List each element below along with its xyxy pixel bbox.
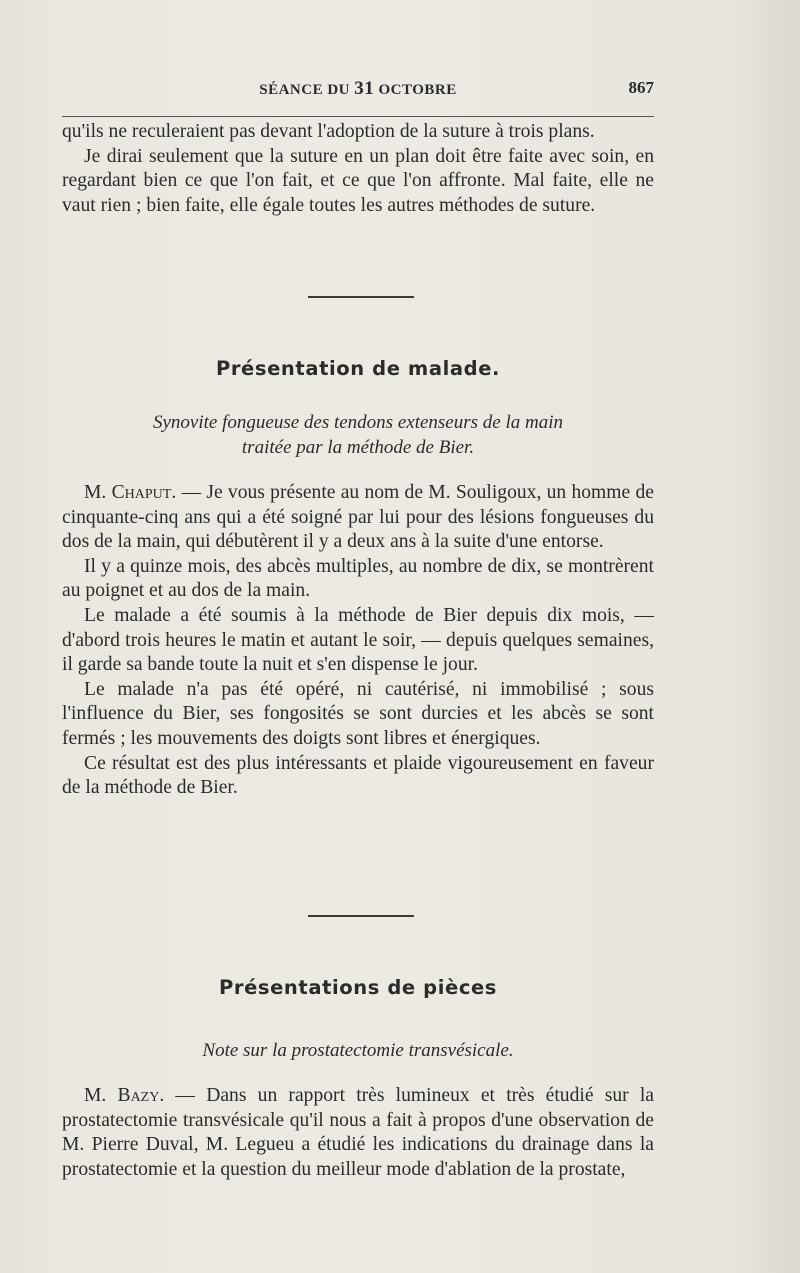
- paragraph: qu'ils ne reculeraient pas devant l'adoption de la suture à trois plans.: [62, 121, 595, 142]
- running-title-number: 31: [354, 78, 375, 99]
- paragraph: Le malade a été soumis à la méthode de Bier depuis dix mois, — d'abord trois heures le matin et autant le soir, — depuis quelques semaines, il garde sa bande toute la nuit et s'en dispense le jour.: [62, 604, 654, 676]
- paragraph: [62, 481, 654, 555]
- section-divider: [308, 915, 414, 917]
- running-title-post: OCTOBRE: [374, 82, 457, 98]
- running-title-pre: SÉANCE DU: [259, 82, 355, 98]
- section-title: Présentations de pièces: [218, 976, 498, 999]
- paragraph: [62, 1084, 654, 1182]
- speaker-name: M. Chaput.: [84, 482, 177, 503]
- section-subtitle: [62, 410, 654, 460]
- running-head: [62, 78, 654, 100]
- section-body: [62, 481, 654, 801]
- section-title: Présentation de malade.: [215, 357, 501, 380]
- continuation-text: [62, 120, 654, 218]
- header-rule: [62, 116, 654, 117]
- paragraph: Je dirai seulement que la suture en un plan doit être faite avec soin, en regardant bien ce que l'on fait, et ce que l'on affronte. Mal faite, elle ne vaut rien ; bien faite, elle égale toutes les autres méthodes de suture.: [62, 145, 654, 216]
- paragraph: Il y a quinze mois, des abcès multiples, au nombre de dix, se montrèrent au poignet et au dos de la main.: [62, 555, 654, 602]
- section-subtitle: Note sur la prostatectomie transvésicale.: [202, 1040, 514, 1061]
- speaker-name: M. Bazy.: [84, 1085, 165, 1106]
- subtitle-line: Synovite fongueuse des tendons extenseurs de la main: [153, 412, 563, 433]
- paragraph: Le malade n'a pas été opéré, ni cautérisé, ni immobilisé ; sous l'influence du Bier, ses fongosités se sont durcies et les abcès se sont fermés ; les mouvements des doigts sont libres et énergiques.: [62, 678, 654, 749]
- subtitle-line: traitée par la méthode de Bier.: [241, 437, 475, 458]
- section-divider: [308, 296, 414, 298]
- paragraph-text: — Dans un rapport très lumineux et très étudié sur la prostatectomie transvésicale qu'il nous a fait à propos d'une observation de M. Pierre Duval, M. Legueu a étudié les indications du drainage dans la prostatectomie et la question du meilleur mode d'ablation de la prostate,: [62, 1085, 654, 1180]
- page-number: 867: [628, 78, 654, 97]
- section-body: [62, 1084, 654, 1182]
- paragraph: Ce résultat est des plus intéressants et plaide vigoureusement en faveur de la méthode de Bier.: [62, 752, 654, 799]
- running-title: [62, 78, 654, 100]
- paragraph-text: — Je vous présente au nom de M. Souligoux, un homme de cinquante-cinq ans qui a été soigné par lui pour des lésions fongueuses du dos de la main, qui débutèrent il y a deux ans à la suite d'une entorse.: [62, 482, 654, 553]
